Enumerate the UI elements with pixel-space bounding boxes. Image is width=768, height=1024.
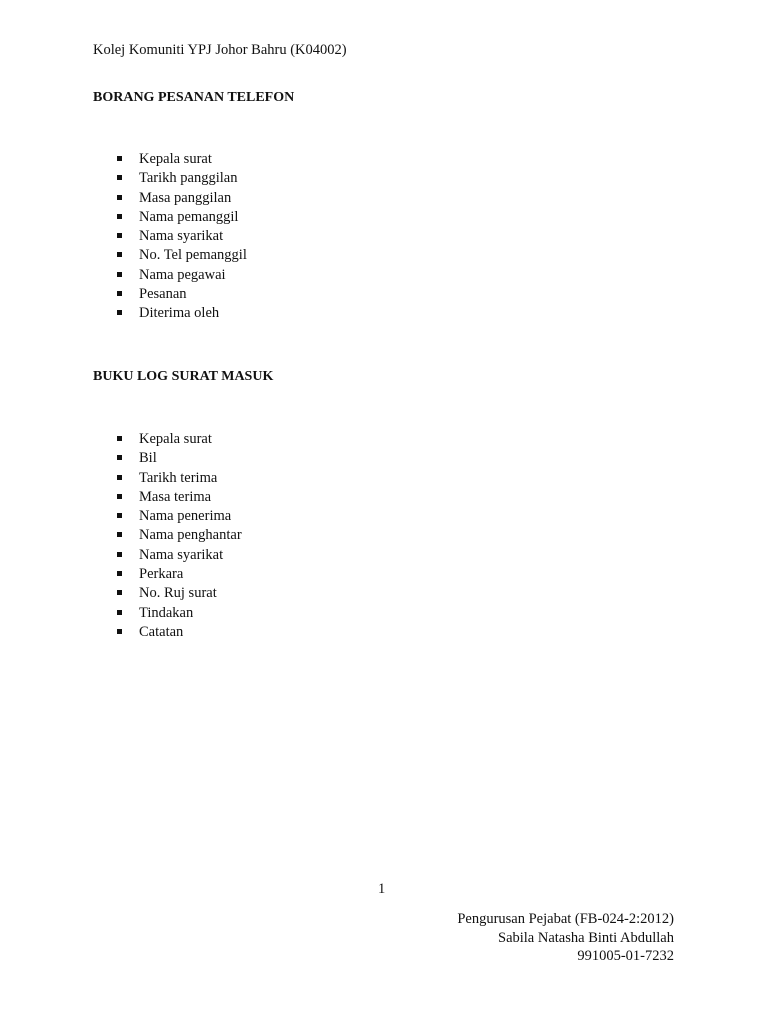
footer-course: Pengurusan Pejabat (FB-024-2:2012) (457, 911, 674, 927)
list-item: Bil (117, 449, 242, 468)
list-item: No. Ruj surat (117, 584, 242, 603)
section-title-borang-pesanan-telefon: BORANG PESANAN TELEFON (93, 90, 295, 105)
bullet-list-borang-pesanan-telefon (117, 150, 247, 324)
list-item: Masa panggilan (117, 189, 247, 208)
list-item: Catatan (117, 623, 242, 642)
list-item: Tarikh terima (117, 469, 242, 488)
list-item: Nama penghantar (117, 526, 242, 545)
list-item: No. Tel pemanggil (117, 246, 247, 265)
footer-id-number: 991005-01-7232 (577, 948, 674, 964)
page-number: 1 (378, 881, 386, 897)
list-item: Pesanan (117, 285, 247, 304)
section-title-buku-log-surat-masuk: BUKU LOG SURAT MASUK (93, 369, 274, 384)
list-item: Perkara (117, 565, 242, 584)
document-header: Kolej Komuniti YPJ Johor Bahru (K04002) (93, 42, 347, 58)
list-item: Nama syarikat (117, 546, 242, 565)
list-item: Nama penerima (117, 507, 242, 526)
bullet-list-buku-log-surat-masuk (117, 430, 242, 642)
document-footer (457, 910, 674, 966)
list-item: Masa terima (117, 488, 242, 507)
list-item: Nama pemanggil (117, 208, 247, 227)
list-item: Tarikh panggilan (117, 169, 247, 188)
list-item: Diterima oleh (117, 304, 247, 323)
footer-author: Sabila Natasha Binti Abdullah (498, 929, 674, 946)
list-item: Tindakan (117, 604, 242, 623)
list-item: Nama pegawai (117, 266, 247, 285)
list-item: Nama syarikat (117, 227, 247, 246)
list-item: Kepala surat (117, 150, 247, 169)
list-item: Kepala surat (117, 430, 242, 449)
